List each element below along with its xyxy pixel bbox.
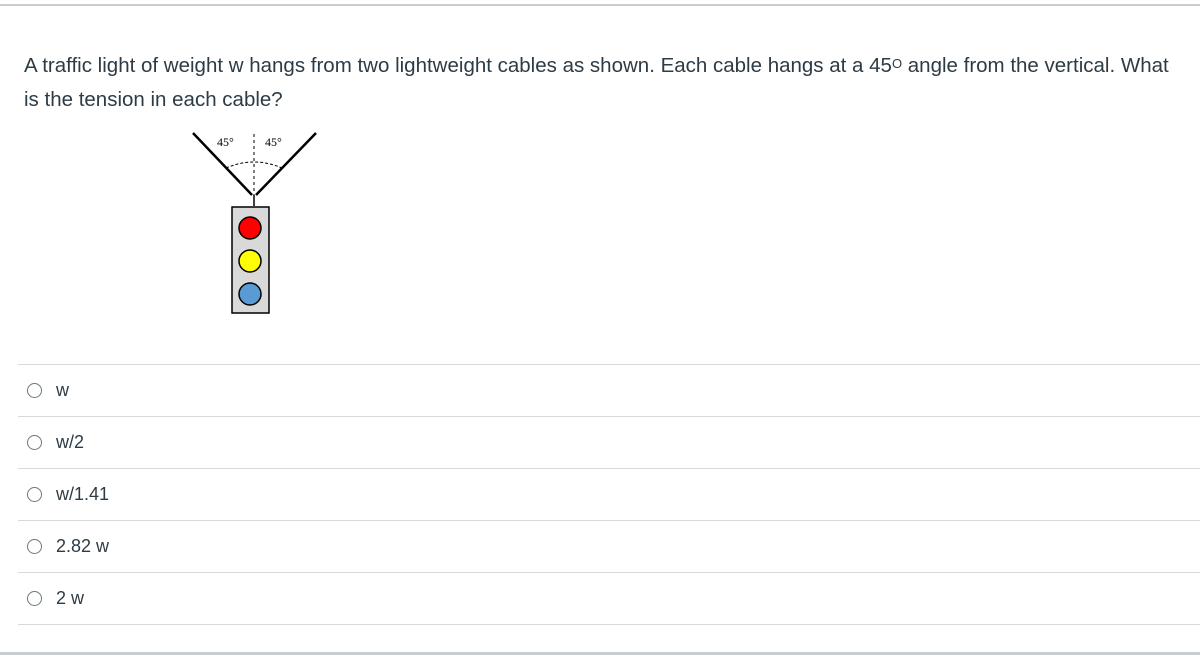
radio-button[interactable]: [27, 487, 42, 502]
traffic-light-figure: [180, 122, 340, 322]
traffic-light-diagram: [180, 122, 340, 322]
blue-lamp: [239, 283, 261, 305]
red-lamp: [239, 217, 261, 239]
answer-option[interactable]: [18, 520, 1200, 572]
answer-list: [18, 364, 1200, 625]
answer-label: w/2: [56, 432, 85, 452]
angle-right-label: 45°: [265, 135, 282, 149]
radio-button[interactable]: [27, 435, 42, 450]
question-text-end: angle from the vertical. What is the tension in each cable?: [24, 54, 1169, 111]
answer-option[interactable]: [18, 416, 1200, 468]
answer-label: w: [56, 380, 69, 400]
answer-label: w/1.41: [56, 484, 110, 504]
bottom-divider: [0, 652, 1200, 655]
degree-superscript: O: [891, 56, 903, 71]
question-text-start: A traffic light of weight w hangs from two lightweight cables as shown. Each cable hangs at a 45: [24, 54, 892, 77]
question-text: [24, 50, 1189, 116]
answer-option[interactable]: [18, 572, 1200, 625]
yellow-lamp: [239, 250, 261, 272]
radio-button[interactable]: [27, 383, 42, 398]
top-divider: [0, 4, 1200, 6]
answer-label: 2.82 w: [56, 536, 110, 556]
radio-button[interactable]: [27, 591, 42, 606]
angle-left-label: 45°: [217, 135, 234, 149]
answer-label: 2 w: [56, 588, 85, 608]
answer-option[interactable]: [18, 468, 1200, 520]
radio-button[interactable]: [27, 539, 42, 554]
answer-option[interactable]: [18, 364, 1200, 416]
